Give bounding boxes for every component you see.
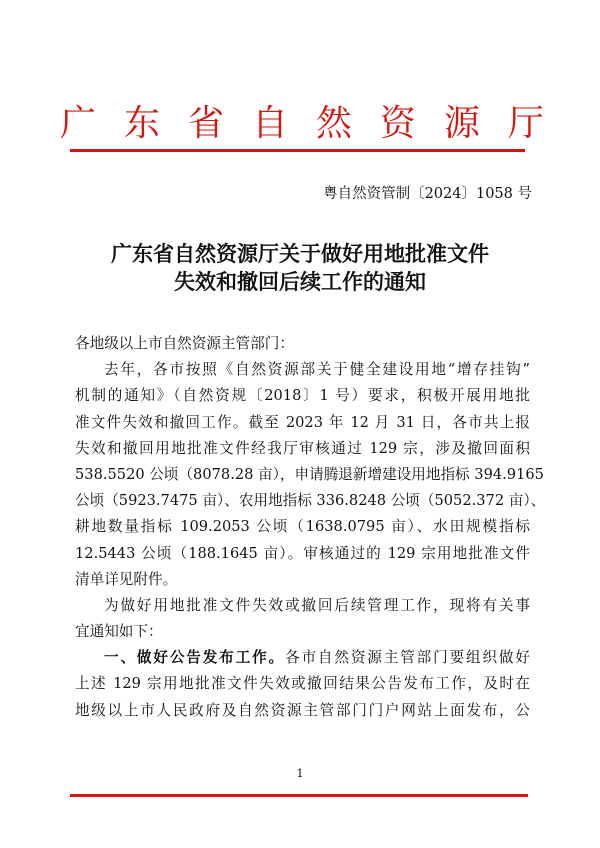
header-char: 自 (251, 103, 288, 144)
section-heading-rest: 各市自然资源主管部门要组织做好 (285, 649, 530, 667)
paragraph-line: 538.5520 公顷（8078.28 亩），申请腾退新增建设用地指标 394.9165 (75, 465, 544, 483)
header-char: 省 (187, 103, 224, 144)
paragraph-line: 清单详见附件。 (75, 570, 178, 588)
paragraph-line: 准文件失效和撤回工作。截至 2023 年 12 月 31 日，各市共上报 (75, 413, 530, 431)
document-title-line-1: 广东省自然资源厅关于做好用地批准文件 (111, 241, 489, 266)
header-char: 厅 (507, 103, 544, 144)
page-number: 1 (296, 767, 304, 780)
section-heading: 一、做好公告发布工作。 (104, 649, 286, 667)
paragraph-line: 为做好用地批准文件失效或撤回后续管理工作，现将有关事 (104, 596, 530, 614)
header-red-rule (70, 149, 525, 152)
footer-red-rule (70, 794, 528, 797)
header-char: 东 (123, 103, 160, 144)
header-char: 广 (60, 103, 97, 144)
header-char: 然 (315, 103, 352, 144)
header-char: 源 (443, 103, 480, 144)
document-title (70, 240, 530, 296)
paragraph-line: 公顷（5923.7475 亩）、农用地指标 336.8248 公顷（5052.372 亩）、 (75, 492, 546, 510)
header-char: 资 (379, 103, 416, 144)
paragraph-line: 耕地数量指标 109.2053 公顷（1638.0795 亩）、水田规模指标 (75, 518, 530, 536)
paragraph-line: 去年，各市按照《自然资源部关于健全建设用地“增存挂钩” (104, 361, 530, 379)
document-title-line-2: 失效和撤回后续工作的通知 (174, 269, 426, 294)
issuing-authority-header (60, 104, 544, 144)
paragraph-line: 12.5443 公顷（188.1645 亩）。审核通过的 129 宗用地批准文件 (75, 544, 530, 562)
document-body (75, 331, 546, 724)
paragraph-line: 宜通知如下： (75, 623, 163, 641)
paragraph-line: 地级以上市人民政府及自然资源主管部门门户网站上面发布，公 (75, 701, 530, 719)
document-number: 粤自然资管制〔2024〕1058 号 (323, 186, 532, 202)
salutation: 各地级以上市自然资源主管部门： (75, 335, 294, 352)
paragraph-line: 机制的通知》（自然资规〔2018〕1 号）要求，积极开展用地批 (75, 387, 530, 405)
paragraph-line: 上述 129 宗用地批准文件失效或撤回结果公告发布工作，及时在 (75, 675, 530, 693)
section-heading-line (75, 645, 530, 671)
paragraph-line: 失效和撤回用地批准文件经我厅审核通过 129 宗，涉及撤回面积 (75, 439, 530, 457)
